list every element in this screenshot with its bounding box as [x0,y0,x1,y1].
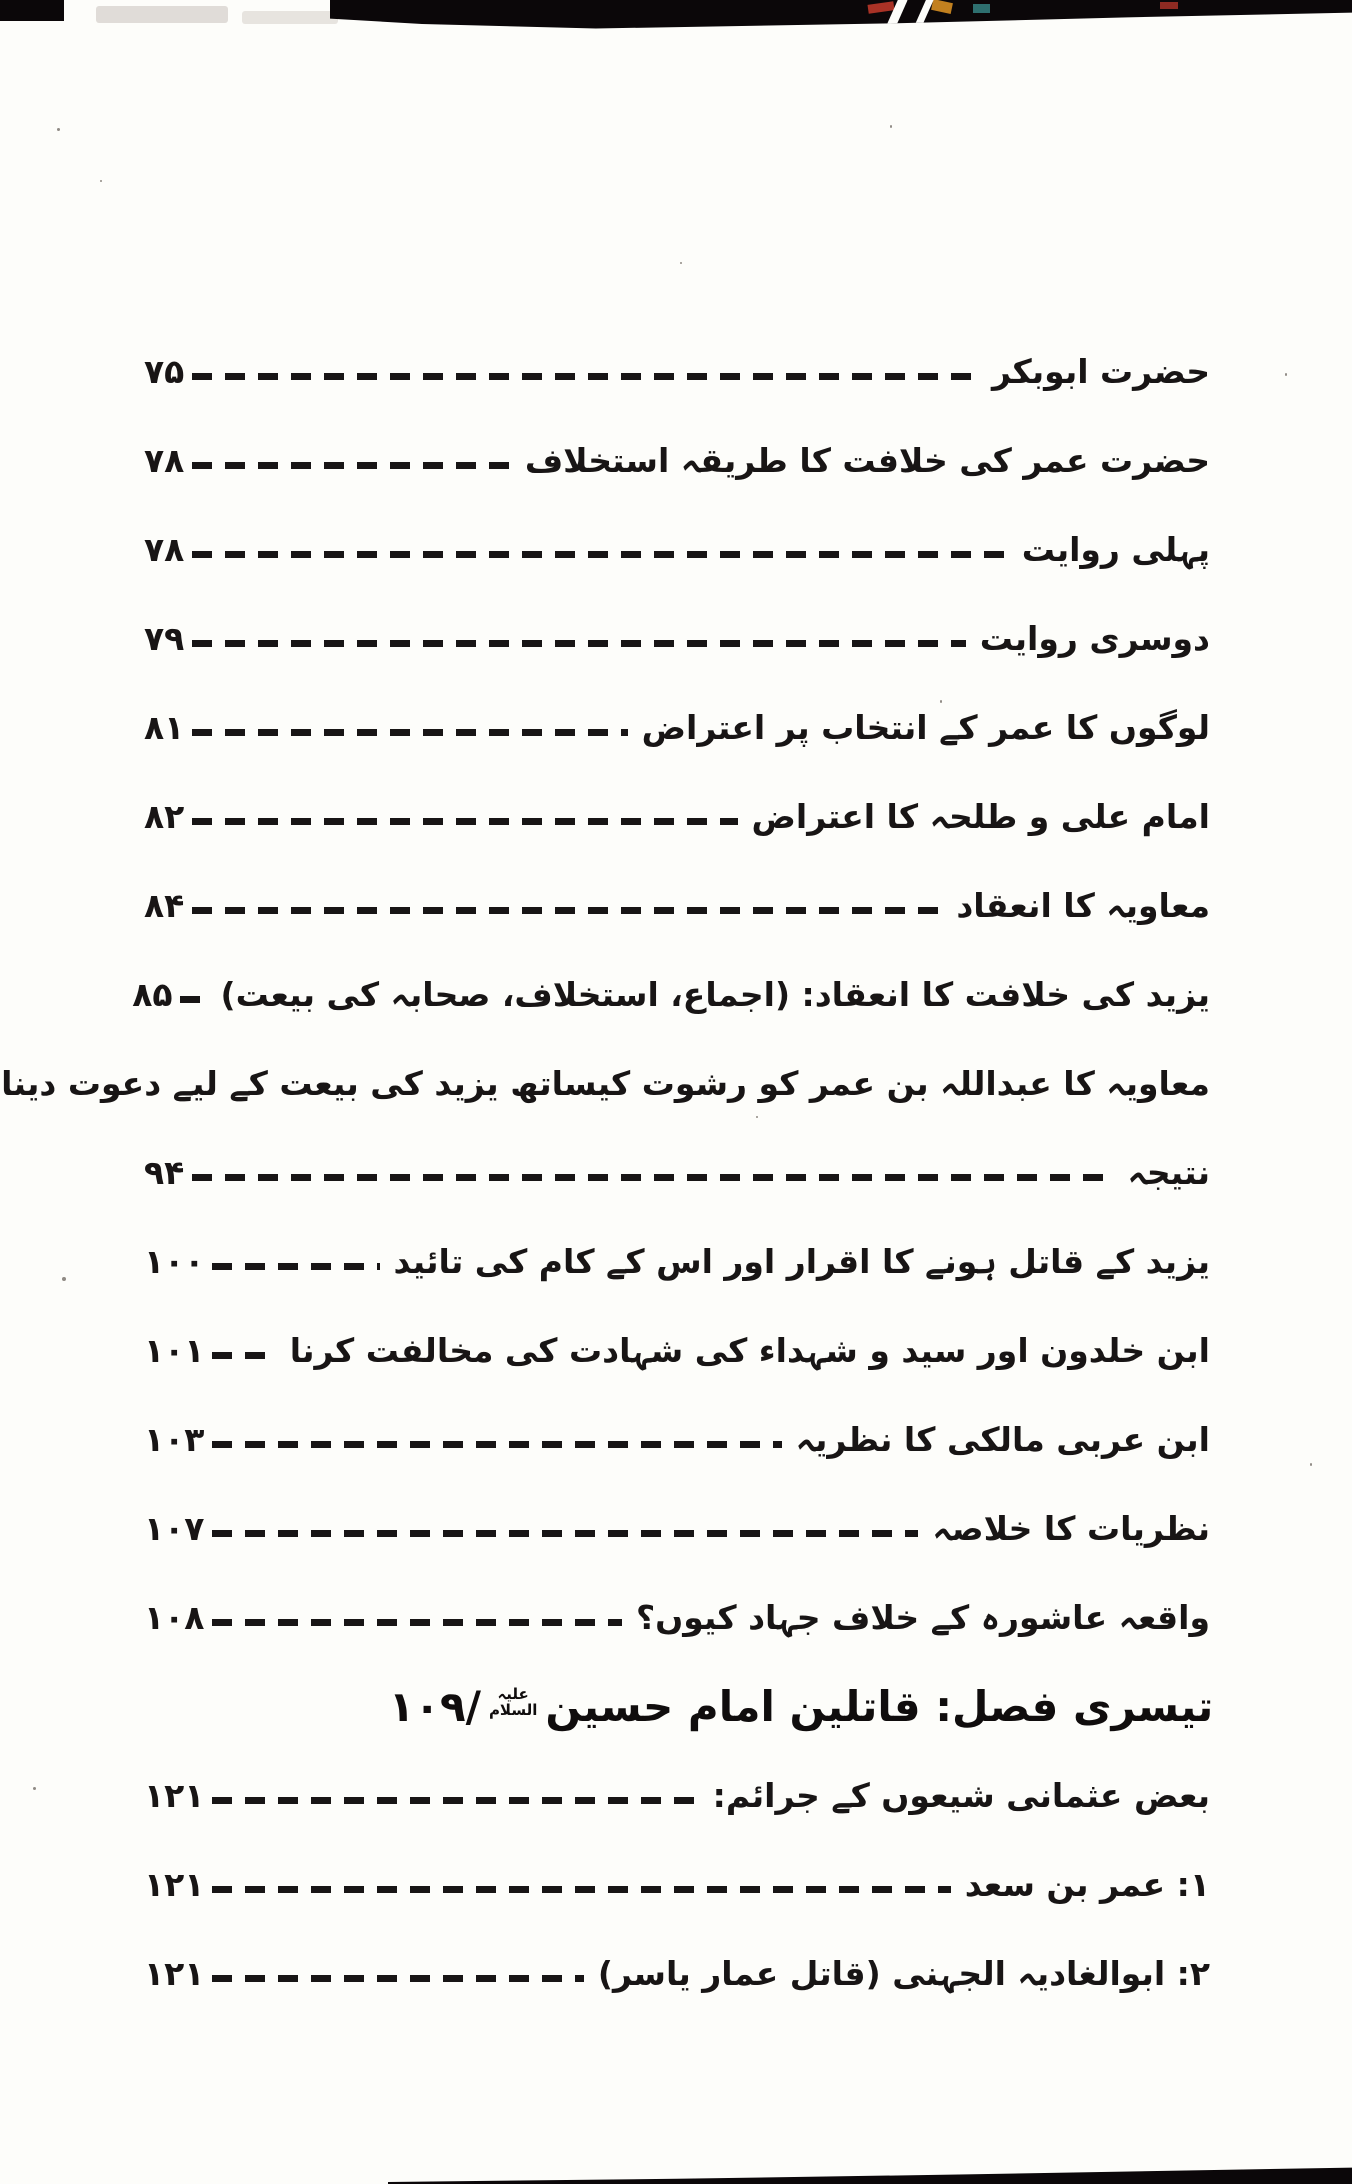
toc-entry-page-number: ۷۸ [144,441,185,480]
toc-row [144,416,1210,505]
toc-list [1,327,1214,2018]
toc-entry-title: لوگوں کا عمر کے انتخاب پر اعتراض [641,708,1210,747]
chapter-heading [389,1682,1214,1731]
scan-speck [1310,1463,1312,1466]
toc-entry-page-number: ۱۲۱ [144,1776,205,1815]
scan-artifact-top-left [0,0,64,21]
toc-row [1,1039,1210,1128]
toc-entry-page-number: ۸۲ [144,797,185,836]
toc-entry-title: نتیجہ [1127,1153,1210,1192]
toc-row [144,683,1210,772]
toc-row [144,327,1210,416]
toc-entry-title: یزید کی خلافت کا انعقاد: (اجماع، استخلاف، صحابہ کی بیعت) [220,975,1210,1014]
dash-leader [212,1619,622,1626]
toc-entry-page-number: ۱۲۱ [144,1954,205,1993]
toc-entry-title: نظریات کا خلاصہ [932,1509,1210,1548]
scan-speck [1285,373,1287,376]
dash-leader [212,1263,379,1270]
toc-entry-title: دوسری روایت [979,619,1210,658]
dash-leader [192,818,737,825]
toc-row [144,505,1210,594]
toc-entry-page-number: ۹۴ [144,1153,185,1192]
toc-row [144,861,1210,950]
toc-entry-title: ۱: عمر بن سعد [964,1865,1210,1904]
dash-leader [212,1530,918,1537]
scan-artifact-bottom-band [388,2164,1352,2184]
scan-smudge [96,6,228,23]
toc-entry-page-number: ۱۰۰ [144,1242,205,1281]
toc-row [144,1217,1210,1306]
toc-entry-title: ابن خلدون اور سید و شہداء کی شہادت کی مخالفت کرنا [289,1331,1210,1370]
dash-leader [212,1886,950,1893]
dash-leader [192,729,627,736]
toc-row [144,1128,1210,1217]
chapter-heading-text: تیسری فصل: قاتلین امام حسین [545,1682,1214,1731]
toc-entry-title: امام علی و طلحہ کا اعتراض [751,797,1210,836]
toc-entry-title: حضرت ابوبکر [992,352,1210,391]
scan-speck [33,1787,36,1790]
toc-row [132,950,1210,1039]
scan-color-fleck-teal [973,4,990,13]
honorific-alayhis-salam-icon [488,1684,538,1719]
chapter-heading-page-number: /۱۰۹ [388,1682,481,1731]
toc-row [144,1929,1210,2018]
toc-row [144,1573,1210,1662]
toc-row [144,594,1210,683]
toc-row [144,772,1210,861]
scan-band-gap [913,0,933,31]
toc-entry-page-number: ۸۴ [144,886,185,925]
dash-leader [192,907,942,914]
scan-speck [680,262,682,264]
toc-row [144,1751,1210,1840]
dash-leader [192,640,965,647]
scan-smudge [242,11,338,24]
toc-entry-page-number: ۱۲۱ [144,1865,205,1904]
toc-entry-title: حضرت عمر کی خلافت کا طریقہ استخلاف [524,441,1210,480]
toc-row [144,1840,1210,1929]
scan-speck [57,128,60,131]
toc-entry-page-number: ۱۰۸ [144,1598,205,1637]
toc-row [144,1306,1210,1395]
dash-leader [192,1174,1113,1181]
scan-speck [100,180,102,182]
honorific-bottom: السلام [488,1700,538,1719]
dash-leader [180,996,206,1003]
toc-entry-title: واقعہ عاشورہ کے خلاف جہاد کیوں؟ [635,1598,1210,1637]
toc-entry-page-number: ۱۰۳ [144,1420,205,1459]
scan-speck [890,125,892,128]
toc-entry-page-number: ۱۰۱ [144,1331,205,1370]
dash-leader [192,551,1007,558]
scan-color-fleck-red [1160,2,1178,9]
honorific-top: علیہ [497,1684,529,1703]
scan-color-fleck-red [868,1,895,14]
toc-entry-title: معاویہ کا انعقاد [956,886,1210,925]
toc-entry-page-number: ۷۹ [144,619,185,658]
scan-speck [62,1277,66,1281]
toc-entry-title: بعض عثمانی شیعوں کے جرائم: [712,1776,1210,1815]
toc-entry-page-number: ۸۱ [144,708,185,747]
dash-leader [212,1797,698,1804]
toc-entry-page-number: ۷۵ [144,352,185,391]
toc-entry-page-number: ۱۰۷ [144,1509,205,1548]
dash-leader [212,1352,275,1359]
dash-leader [212,1975,583,1982]
toc-entry-title: یزید کے قاتل ہونے کا اقرار اور اس کے کام کی تائید [393,1242,1210,1281]
toc-entry-title: معاویہ کا عبداللہ بن عمر کو رشوت کیساتھ یزید کی بیعت کے لیے دعوت دینا [1,1064,1210,1103]
toc-row [144,1395,1210,1484]
toc-entry-title: ابن عربی مالکی کا نظریہ [795,1420,1210,1459]
scan-color-fleck-orange [931,0,953,14]
dash-leader [212,1441,781,1448]
toc-entry-title: پہلی روایت [1021,530,1210,569]
toc-entry-page-number: ۷۸ [144,530,185,569]
toc-row [144,1484,1210,1573]
toc-entry-title: ۲: ابوالغادیہ الجہنی (قاتل عمار یاسر) [597,1954,1210,1993]
scan-artifact-top-band [330,0,1352,30]
dash-leader [192,462,511,469]
chapter-heading-row [144,1662,1214,1751]
toc-entry-page-number: ۸۵ [132,975,173,1014]
dash-leader [192,373,978,380]
